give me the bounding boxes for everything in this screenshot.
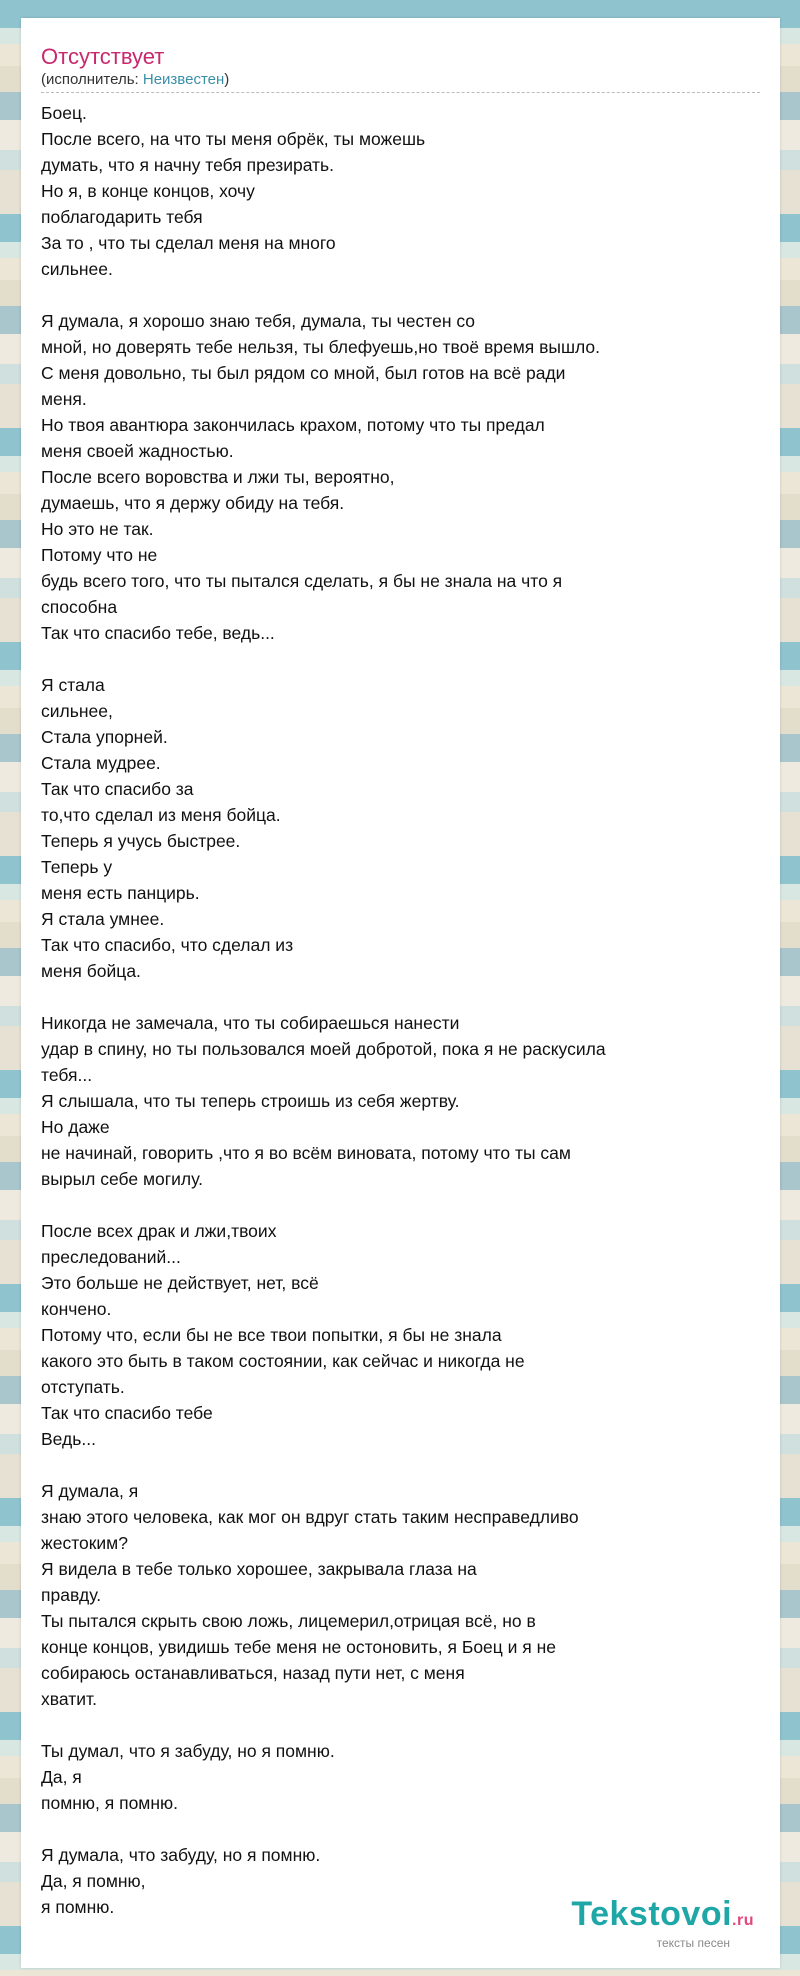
logo-tld: .ru bbox=[732, 1912, 754, 1929]
song-header bbox=[41, 44, 760, 89]
lyrics-text: Боец. После всего, на что ты меня обрёк, ты можешь думать, что я начну тебя презирать. Но я, в конце концов, хочу поблагодарить тебя За то , что ты сделал меня на много сильнее. Я думала, я хорошо знаю тебя, думала, ты честен со мной, но доверять тебе нельзя, ты блефуешь,но твоё время вышло. С меня довольно, ты был рядом со мной, был готов на всё ради меня. Но твоя авантюра закончилась крахом, потому что ты предал меня своей жадностью. После всего воровства и лжи ты, вероятно, думаешь, что я держу обиду на тебя. Но это не так. Потому что не будь всего того, что ты пытался сделать, я бы не знала на что я способна Так что спасибо тебе, ведь... Я стала сильнее, Стала упорней. Стала мудрее. Так что спасибо за то,что сделал из меня бойца. Теперь я учусь быстрее. Теперь у меня есть панцирь. Я стала умнее. Так что спасибо, что сделал из меня бойца. Никогда не замечала, что ты собираешься нанести удар в спину, но ты пользовался моей добротой, пока я не раскусила тебя... Я слышала, что ты теперь строишь из себя жертву. Но даже не начинай, говорить ,что я во всём виновата, потому что ты сам вырыл себе могилу. После всех драк и лжи,твоих преследований... Это больше не действует, нет, всё кончено. Потому что, если бы не все твои попытки, я бы не знала какого это быть в таком состоянии, как сейчас и никогда не отступать. Так что спасибо тебе Ведь... Я думала, я знаю этого человека, как мог он вдруг стать таким несправедливо жестоким? Я видела в тебе только хорошее, закрывала глаза на правду. Ты пытался скрыть свою ложь, лицемерил,отрицая всё, но в конце концов, увидишь тебе меня не остоновить, я Боец и я не собираюсь останавливаться, назад пути нет, с меня хватит. Ты думал, что я забуду, но я помню. Да, я помню, я помню. Я думала, что забуду, но я помню. Да, я помню, я помню. bbox=[41, 103, 606, 1917]
logo-tagline: тексты песен bbox=[656, 1936, 730, 1950]
artist-suffix: ) bbox=[224, 71, 230, 88]
song-title: Отсутствует bbox=[41, 44, 165, 69]
lyrics-card bbox=[21, 18, 780, 1968]
artist-line bbox=[41, 71, 760, 89]
logo-wordmark bbox=[571, 1897, 754, 1938]
site-logo[interactable] bbox=[571, 1897, 754, 1950]
artist-link[interactable]: Неизвестен bbox=[142, 71, 225, 88]
header-divider bbox=[41, 92, 760, 93]
artist-prefix: (исполнитель: bbox=[41, 71, 143, 88]
logo-main-text: Tekstovoi bbox=[571, 1895, 733, 1933]
